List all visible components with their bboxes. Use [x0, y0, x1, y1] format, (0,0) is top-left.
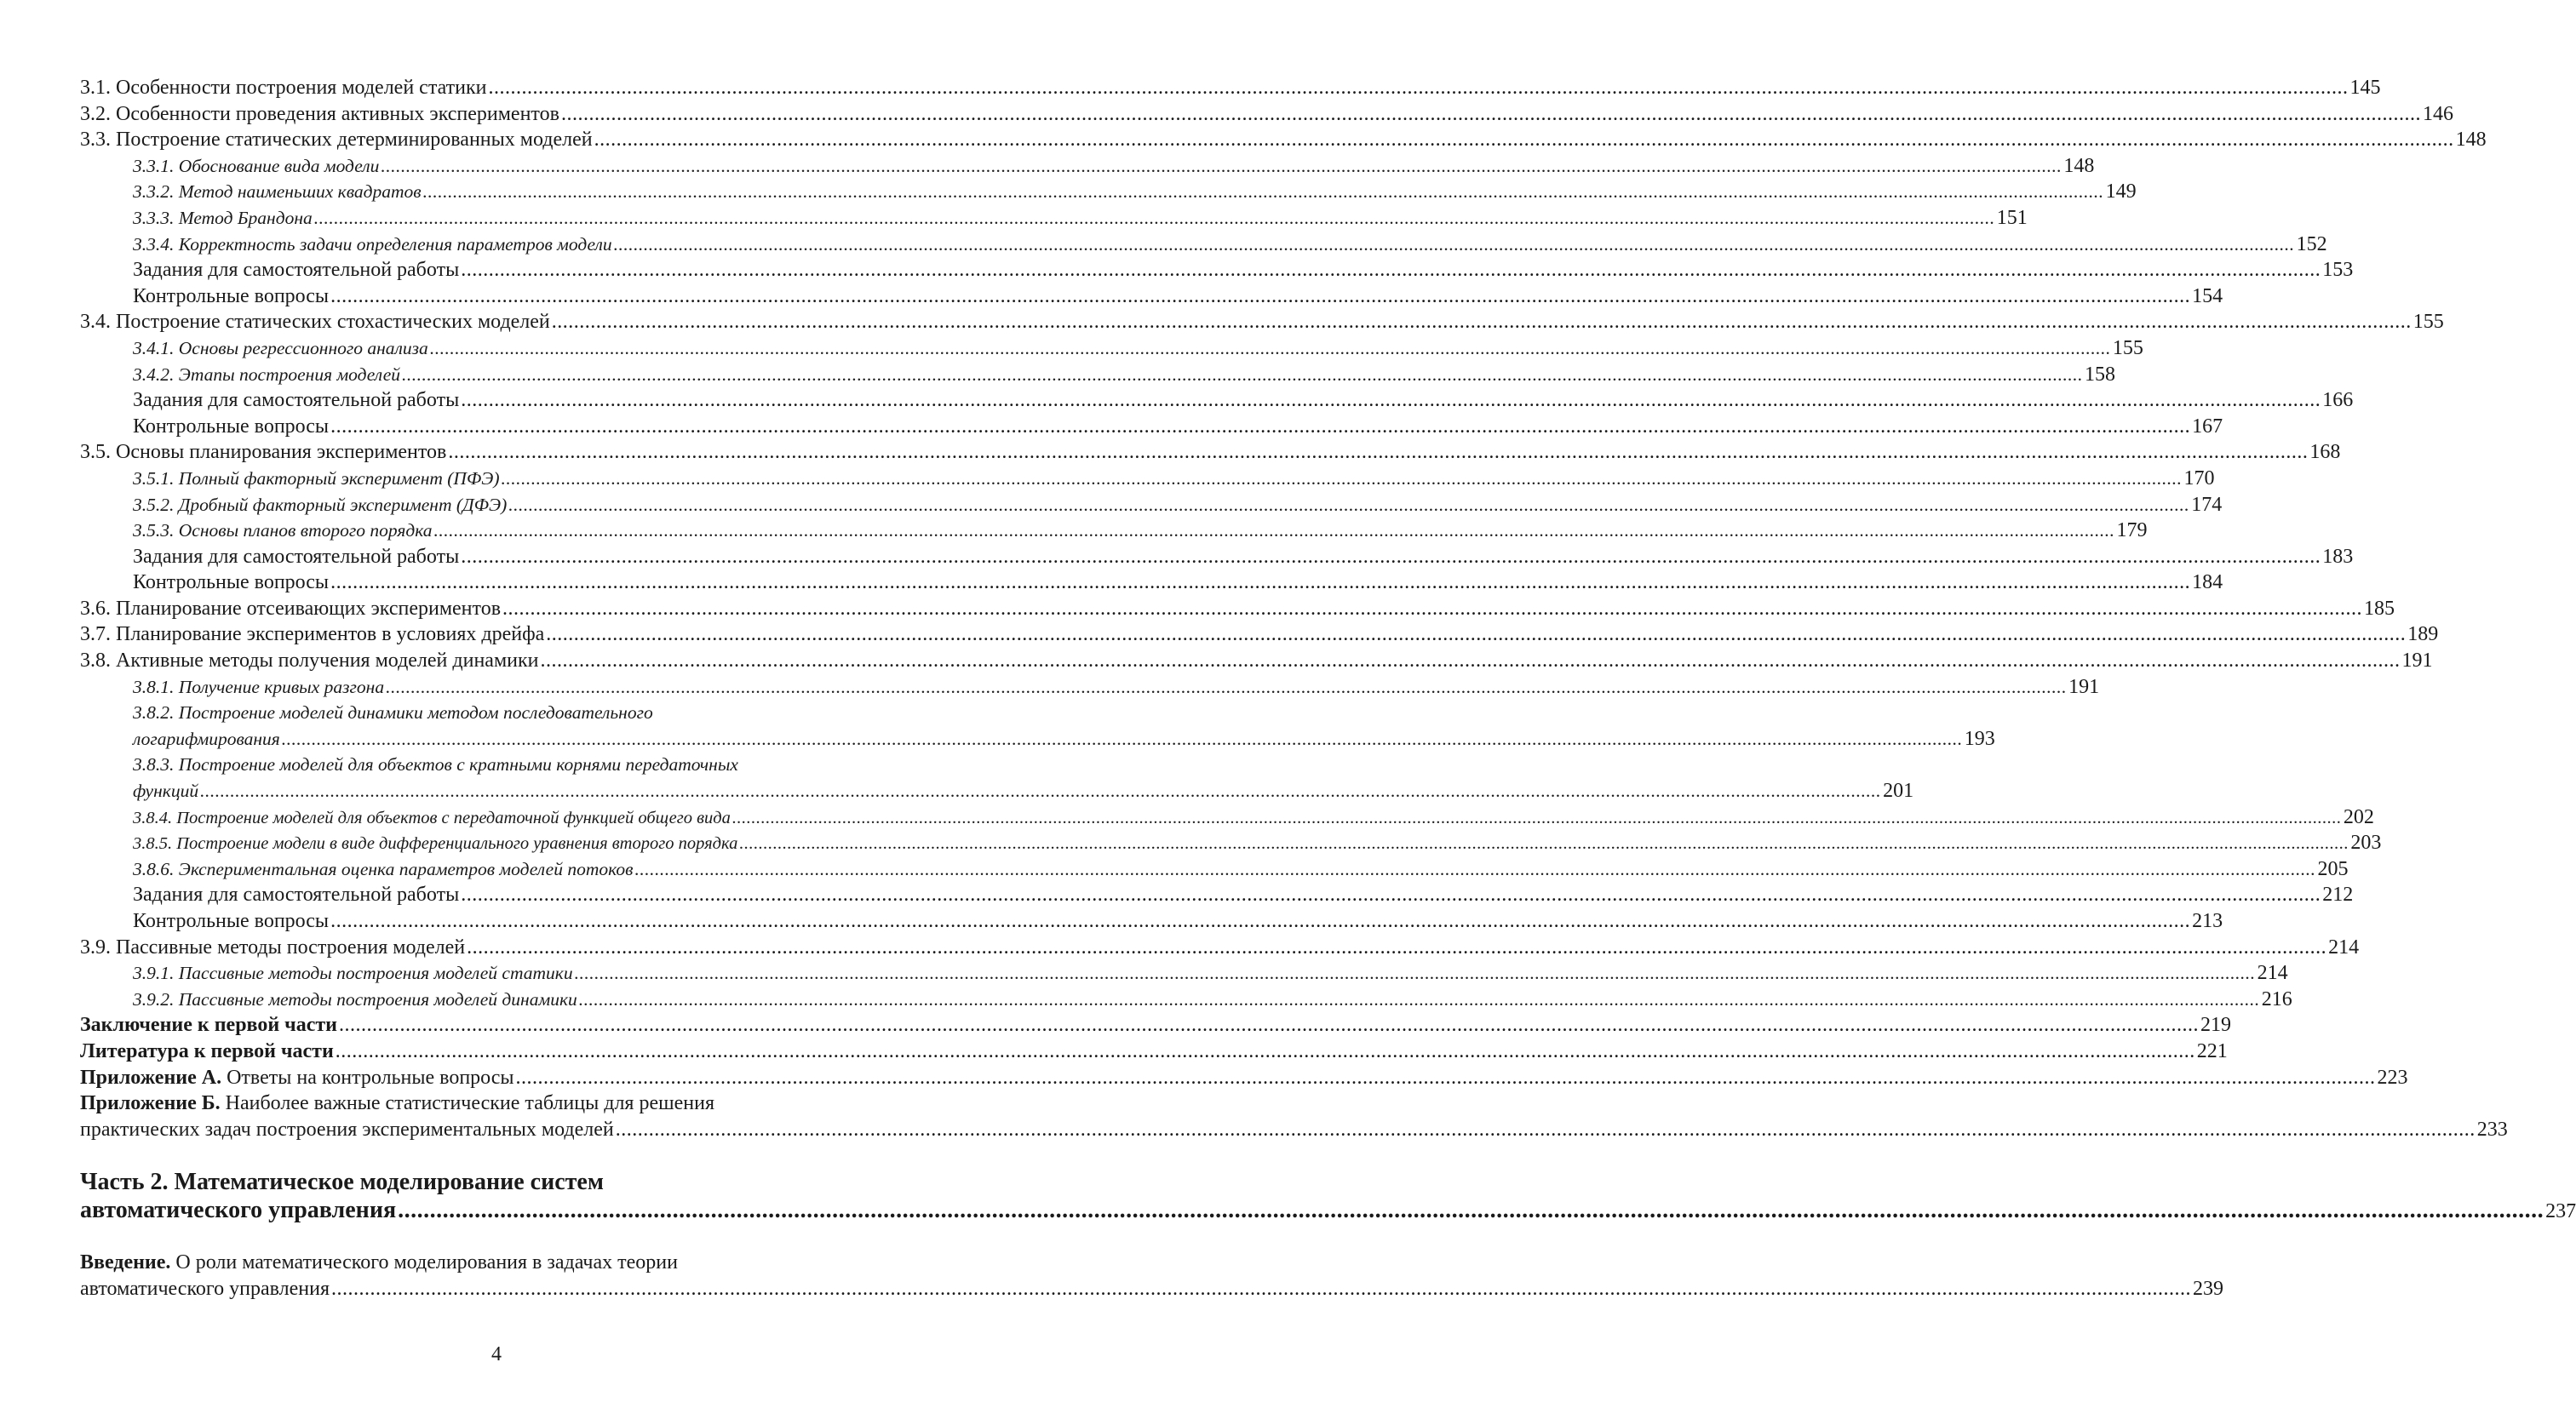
- toc-entry-appendix-b[interactable]: Приложение Б. Наиболее важные статистические таблицы для решения практических задач построения экспериментальных моделей ..... 233: [80, 1090, 916, 1142]
- toc-entry-3-7[interactable]: 3.7. Планирование экспериментов в условиях дрейфа ..... 189: [80, 621, 916, 648]
- toc-entry-3-8-3-line1: 3.8.3. Построение моделей для объектов с кратными корнями передаточных: [133, 754, 738, 776]
- toc-entry-3-9[interactable]: 3.9. Пассивные методы построения моделей ..... 214: [80, 935, 916, 961]
- toc-entry-3-4-2[interactable]: 3.4.2. Этапы построения моделей ..... 158: [80, 362, 916, 388]
- toc-entry-3-3-3[interactable]: 3.3.3. Метод Брандона ..... 151: [80, 205, 916, 232]
- toc-entry-3-2[interactable]: 3.2. Особенности проведения активных экспериментов ..... 146: [80, 101, 916, 128]
- toc-entry-3-5-3[interactable]: 3.5.3. Основы планов второго порядка ..... 179: [80, 518, 916, 544]
- toc-entry-conclusion[interactable]: Заключение к первой части ..... 219: [80, 1012, 916, 1039]
- dot-leader: [541, 648, 2401, 674]
- dot-leader: [423, 179, 2104, 205]
- dot-leader: [398, 1196, 2544, 1224]
- dot-leader: [467, 935, 2326, 961]
- toc-entry-3-3-4[interactable]: 3.3.4. Корректность задачи определения параметров модели ..... 152: [80, 232, 916, 258]
- part-2-title-line1: Часть 2. Математическое моделирование систем: [80, 1169, 604, 1196]
- toc-entry-3-3-tasks[interactable]: Задания для самостоятельной работы ..... 153: [80, 257, 916, 283]
- toc-entry-3-8-3[interactable]: 3.8.3. Построение моделей для объектов с кратными корнями передаточных функций ..... 201: [80, 752, 916, 804]
- toc-entry-3-8[interactable]: 3.8. Активные методы получения моделей динамики ..... 191: [80, 648, 916, 674]
- toc-entry-3-6[interactable]: 3.6. Планирование отсеивающих экспериментов ..... 185: [80, 596, 916, 622]
- dot-leader: [546, 621, 2406, 648]
- toc-entry-3-8-questions[interactable]: Контрольные вопросы ..... 213: [80, 908, 916, 935]
- dot-leader: [331, 1276, 2191, 1302]
- toc-entry-3-8-1[interactable]: 3.8.1. Получение кривых разгона ..... 191: [80, 674, 916, 701]
- toc-entry-3-3-2[interactable]: 3.3.2. Метод наименьших квадратов ..... 149: [80, 179, 916, 205]
- dot-leader: [200, 778, 1881, 804]
- toc-entry-3-8-5[interactable]: 3.8.5. Построение модели в виде дифференциального уравнения второго порядка ..... 203: [80, 830, 916, 856]
- dot-leader: [552, 309, 2412, 335]
- toc-entry-3-5-questions[interactable]: Контрольные вопросы ..... 184: [80, 569, 916, 596]
- toc-entry-3-5-2[interactable]: 3.5.2. Дробный факторный эксперимент (ДФЭ) ..... 174: [80, 492, 916, 518]
- dot-leader: [508, 492, 2189, 518]
- dot-leader: [739, 831, 2349, 857]
- dot-leader: [461, 544, 2321, 570]
- dot-leader: [434, 518, 2115, 544]
- toc-entry-3-4-1[interactable]: 3.4.1. Основы регрессионного анализа ..... 155: [80, 335, 916, 362]
- dot-leader: [448, 439, 2308, 466]
- dot-leader: [616, 1117, 2476, 1143]
- toc-entry-3-5-1[interactable]: 3.5.1. Полный факторный эксперимент (ПФЭ) ..... 170: [80, 466, 916, 492]
- toc-part-2[interactable]: Часть 2. Математическое моделирование систем автоматического управления ..... 237: [80, 1168, 916, 1224]
- dot-leader: [575, 960, 2256, 987]
- table-of-contents: [80, 75, 2576, 1302]
- toc-entry-3-4-tasks[interactable]: Задания для самостоятельной работы ..... 166: [80, 387, 916, 414]
- toc-entry-3-8-2-line1: 3.8.2. Построение моделей динамики методом последовательного: [133, 702, 653, 724]
- toc-entry-intro[interactable]: Введение. О роли математического моделирования в задачах теории автоматического управления ..... 239: [80, 1250, 916, 1302]
- part-2-title-line2: автоматического управления: [80, 1197, 397, 1224]
- toc-entry-3-3-questions[interactable]: Контрольные вопросы ..... 154: [80, 283, 916, 310]
- dot-leader: [402, 362, 2083, 388]
- dot-leader: [501, 466, 2182, 492]
- toc-entry-literature[interactable]: Литература к первой части ..... 221: [80, 1039, 916, 1065]
- dot-leader: [579, 987, 2260, 1013]
- dot-leader: [386, 674, 2067, 701]
- dot-leader: [336, 1039, 2195, 1065]
- dot-leader: [314, 205, 1995, 232]
- toc-entry-3-9-1[interactable]: 3.9.1. Пассивные методы построения моделей статики ..... 214: [80, 960, 916, 987]
- toc-entry-3-5-tasks[interactable]: Задания для самостоятельной работы ..... 183: [80, 544, 916, 570]
- dot-leader: [614, 232, 2295, 258]
- dot-leader: [461, 257, 2321, 283]
- toc-entry-appendix-a[interactable]: Приложение А. Ответы на контрольные вопросы ..... 223: [80, 1065, 916, 1091]
- dot-leader: [502, 596, 2362, 622]
- dot-leader: [330, 283, 2190, 310]
- dot-leader: [516, 1065, 2376, 1091]
- toc-entry-3-3-1[interactable]: 3.3.1. Обоснование вида модели ..... 148: [80, 153, 916, 180]
- dot-leader: [339, 1012, 2199, 1039]
- dot-leader: [282, 726, 1963, 753]
- dot-leader: [732, 805, 2342, 832]
- dot-leader: [634, 856, 2315, 883]
- toc-entry-3-4[interactable]: 3.4. Построение статических стохастических моделей ..... 155: [80, 309, 916, 335]
- toc-entry-3-5[interactable]: 3.5. Основы планирования экспериментов ..... 168: [80, 439, 916, 466]
- dot-leader: [330, 414, 2190, 440]
- toc-entry-3-8-2[interactable]: 3.8.2. Построение моделей динамики методом последовательного логарифмирования ..... 193: [80, 700, 916, 752]
- toc-entry-3-9-2[interactable]: 3.9.2. Пассивные методы построения моделей динамики ..... 216: [80, 987, 916, 1013]
- toc-entry-3-8-tasks[interactable]: Задания для самостоятельной работы ..... 212: [80, 882, 916, 908]
- dot-leader: [594, 127, 2454, 153]
- dot-leader: [330, 569, 2190, 596]
- dot-leader: [461, 882, 2321, 908]
- toc-entry-3-8-6[interactable]: 3.8.6. Экспериментальная оценка параметров моделей потоков ..... 205: [80, 856, 916, 883]
- toc-entry-3-3[interactable]: 3.3. Построение статических детерминированных моделей ..... 148: [80, 127, 916, 153]
- toc-entry-3-1[interactable]: 3.1. Особенности построения моделей статики ..... 145: [80, 75, 916, 101]
- dot-leader: [381, 153, 2062, 180]
- dot-leader: [461, 387, 2321, 414]
- dot-leader: [561, 101, 2421, 128]
- dot-leader: [430, 335, 2111, 362]
- dot-leader: [330, 908, 2190, 935]
- toc-entry-3-4-questions[interactable]: Контрольные вопросы ..... 167: [80, 414, 916, 440]
- page-number: 4: [491, 1343, 502, 1365]
- toc-entry-3-8-4[interactable]: 3.8.4. Построение моделей для объектов с передаточной функцией общего вида ..... 202: [80, 804, 916, 831]
- dot-leader: [488, 75, 2348, 101]
